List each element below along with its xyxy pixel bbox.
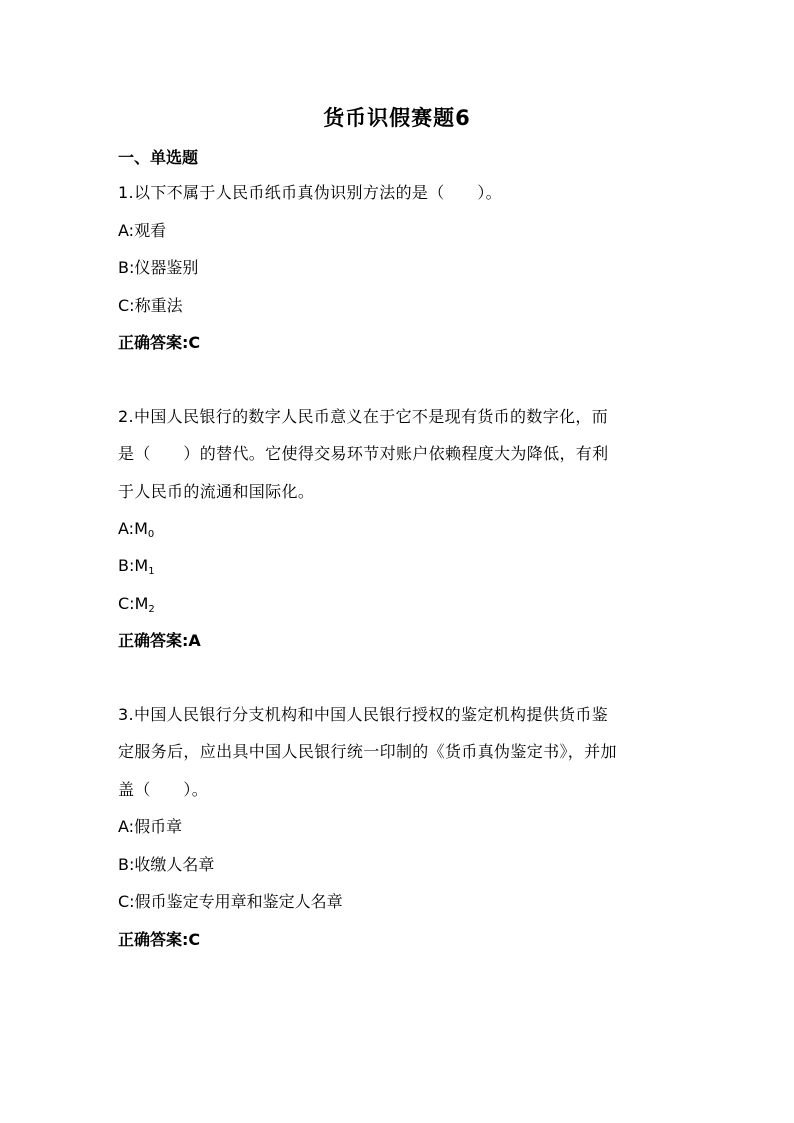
option-subscript: 2 bbox=[148, 604, 155, 615]
question-1-option-c bbox=[118, 292, 183, 320]
option-text: 假币章 bbox=[134, 817, 183, 836]
question-1-answer bbox=[118, 329, 200, 357]
question-2-option-b bbox=[118, 552, 155, 580]
option-text: M bbox=[134, 556, 149, 575]
question-1-stem: 1.以下不属于人民币纸币真伪识别方法的是（ ）。 bbox=[118, 183, 503, 202]
answer-value: A bbox=[188, 631, 201, 650]
option-letter: A: bbox=[118, 817, 135, 836]
question-2-answer bbox=[118, 627, 201, 655]
option-subscript: 1 bbox=[148, 566, 155, 577]
option-text: 仪器鉴别 bbox=[134, 258, 199, 277]
question-3-answer bbox=[118, 926, 200, 954]
question-2-option-c bbox=[118, 590, 155, 618]
option-text: 收缴人名章 bbox=[134, 855, 215, 874]
option-text: M bbox=[134, 594, 149, 613]
option-letter: B: bbox=[118, 556, 135, 575]
question-2-stem-line-1: 2.中国人民银行的数字人民币意义在于它不是现有货币的数字化，而 bbox=[118, 407, 609, 426]
option-text: 称重法 bbox=[134, 296, 183, 315]
option-text: 观看 bbox=[134, 221, 167, 240]
question-3-stem-line-1: 3.中国人民银行分支机构和中国人民银行授权的鉴定机构提供货币鉴 bbox=[118, 705, 609, 724]
question-2-option-a bbox=[118, 515, 154, 543]
question-3-option-c bbox=[118, 888, 343, 916]
document-title: 货币识假赛题6 bbox=[323, 106, 471, 130]
answer-prefix: 正确答案: bbox=[118, 930, 189, 949]
question-3-stem-line-2: 定服务后，应出具中国人民银行统一印制的《货币真伪鉴定书》，并加 bbox=[118, 742, 617, 761]
option-letter: C: bbox=[118, 594, 135, 613]
option-letter: B: bbox=[118, 258, 135, 277]
option-letter: B: bbox=[118, 855, 135, 874]
answer-prefix: 正确答案: bbox=[118, 333, 189, 352]
option-letter: C: bbox=[118, 892, 135, 911]
section-heading: 一、单选题 bbox=[118, 148, 199, 167]
question-3-stem-line-3: 盖（ ）。 bbox=[118, 780, 209, 799]
option-text: 假币鉴定专用章和鉴定人名章 bbox=[134, 892, 343, 911]
option-letter: A: bbox=[118, 519, 135, 538]
answer-value: C bbox=[188, 930, 201, 949]
answer-value: C bbox=[188, 333, 201, 352]
question-1-option-b bbox=[118, 254, 198, 282]
answer-prefix: 正确答案: bbox=[118, 631, 189, 650]
question-3-option-b bbox=[118, 851, 214, 879]
option-text: M bbox=[134, 519, 148, 538]
option-letter: C: bbox=[118, 296, 135, 315]
question-3-option-a bbox=[118, 813, 182, 841]
option-subscript: 0 bbox=[147, 529, 155, 540]
question-1-option-a bbox=[118, 217, 166, 245]
question-2-stem-line-2: 是（ ）的替代。它使得交易环节对账户依赖程度大为降低，有利 bbox=[118, 444, 609, 463]
question-2-stem-line-3: 于人民币的流通和国际化。 bbox=[118, 482, 315, 501]
option-letter: A: bbox=[118, 221, 135, 240]
